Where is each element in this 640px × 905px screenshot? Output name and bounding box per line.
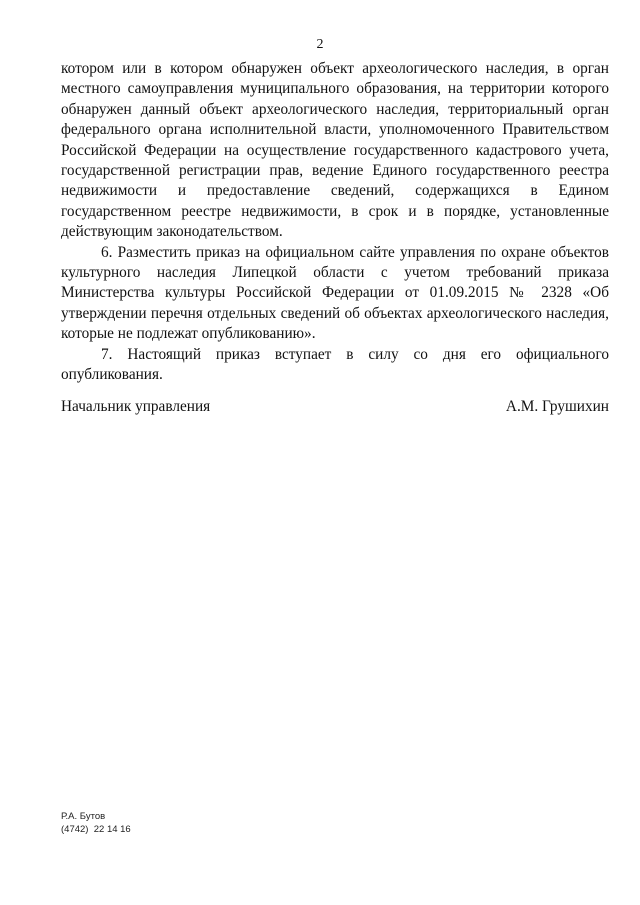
document-body — [61, 59, 609, 386]
paragraph-item-6: 6. Разместить приказ на официальном сайте управления по охране объектов культурного наследия Липецкой области с учетом требований приказа Министерства культуры Российской Федерации от 01.09.2015 № 2328 «Об утверждении перечня отдельных сведений об объектах археологического наследия, которые не подлежат опубликованию». — [61, 243, 609, 343]
paragraph-continuation: котором или в котором обнаружен объект археологического наследия, в орган местного самоуправления муниципального образования, на территории которого обнаружен данный объект археологического наследия, территориальный орган федерального органа исполнительной власти, уполномоченного Правительством Российской Федерации на осуществление государственного кадастрового учета, государственной регистрации прав, ведение Единого государственного реестра недвижимости и предоставление сведений, содержащихся в Едином государственном реестре недвижимости, в срок и в порядке, установленные действующим законодательством. — [61, 60, 609, 241]
signatory-title: Начальник управления — [61, 398, 211, 415]
executor-phone: (4742) 22 14 16 — [61, 824, 131, 835]
executor-footer — [61, 810, 131, 836]
page-number: 2 — [316, 37, 324, 52]
paragraph-item-7: 7. Настоящий приказ вступает в силу со дня его официального опубликования. — [61, 345, 609, 384]
signatory-name: А.М. Грушихин — [505, 398, 609, 415]
executor-name: Р.А. Бутов — [61, 811, 106, 822]
